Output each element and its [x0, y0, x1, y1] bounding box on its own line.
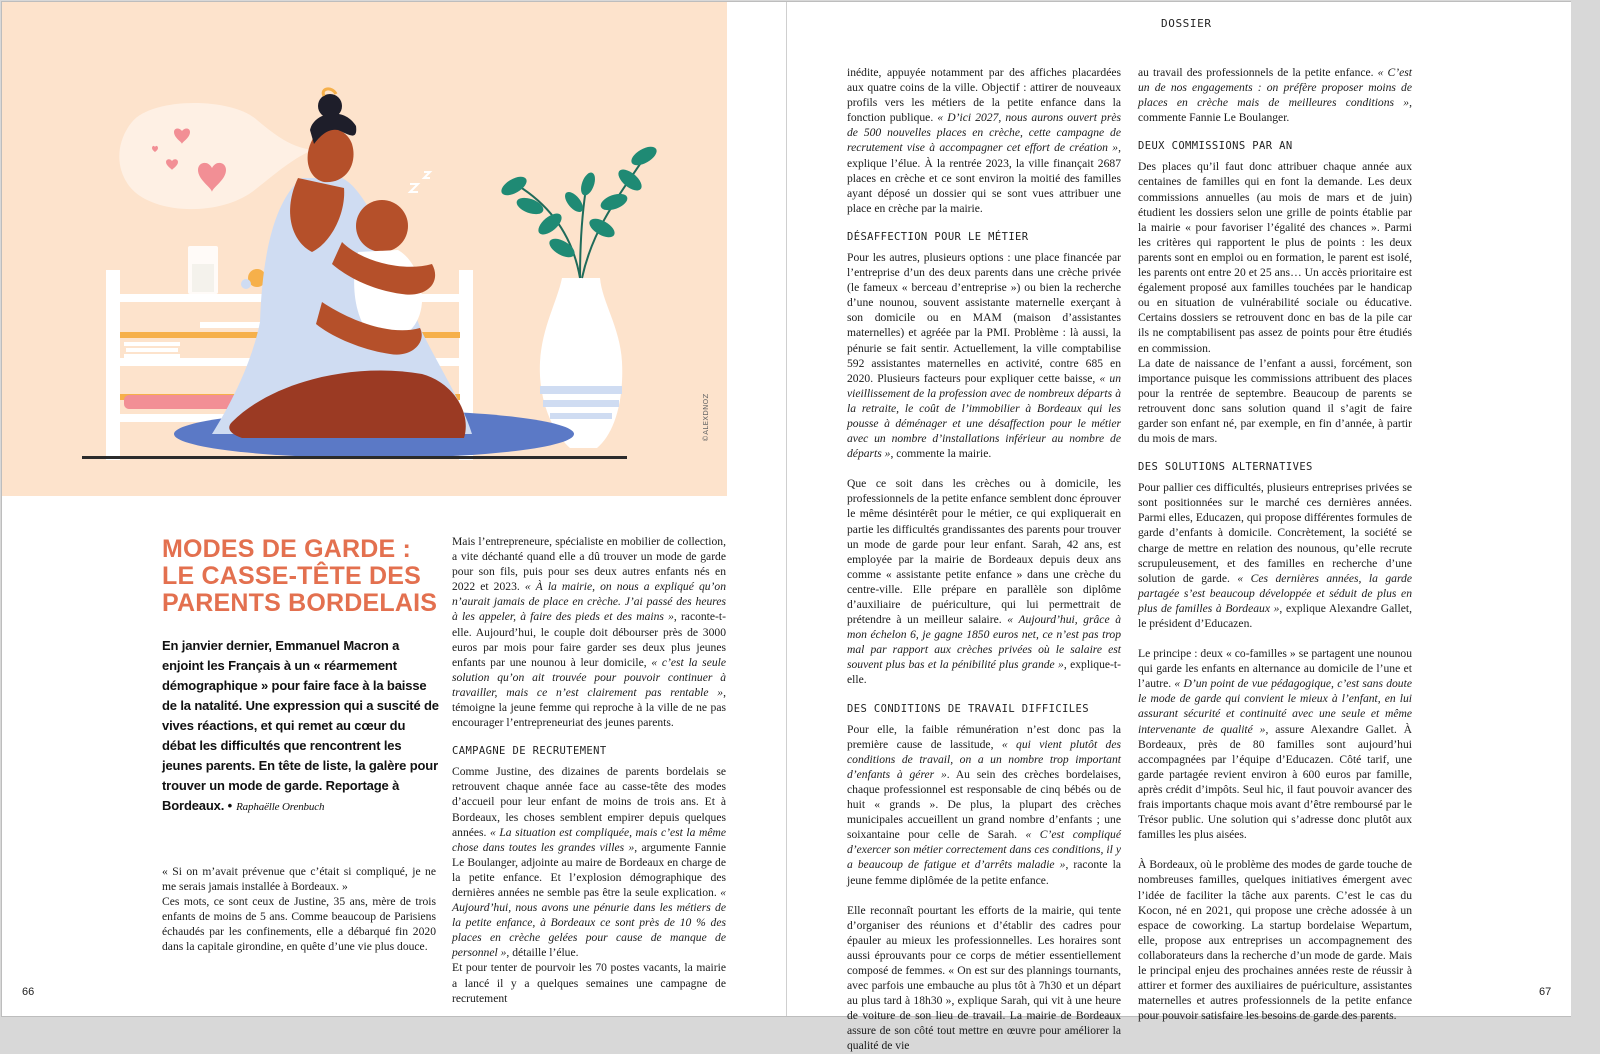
paragraph: Des places qu’il faut donc attribuer chaque année aux centaines de familles qui en font la demande. Les deux commissions annuelles (au mois de mars et de juin) étudient les dossiers selon une grille de points établie par la mairie « pour favoriser l’égalité des chances ». Parmi les critères qui rapportent le plus de points : les deux parents sont en emploi ou en formation, le parent est isolé, les parents ont entre 20 et 25 ans… Un accès prioritaire est également proposé aux familles touchées par le handicap ou en situation de vulnérabilité sociale ou éducative. Certains dossiers se retrouvent donc en bas de la pile car ils ne comptabilisent pas assez de points pour être étudiés en commission.: [1138, 160, 1412, 355]
paragraph: Ces mots, ce sont ceux de Justine, 35 ans, mère de trois enfants de moins de 5 ans. Comme beaucoup de Parisiens échaudés par les confinements, elle a débarqué fin 2020 dans la capitale girondine, en quête d’une vie plus douce.: [162, 895, 436, 954]
opening-quote: « Si on m’avait prévenue que c’était si compliqué, je ne me serais jamais installée à Bordeaux. »: [162, 865, 436, 894]
paragraph: [1138, 646, 1412, 842]
paragraph: [452, 764, 726, 960]
text-run: , raconte la jeune femme diplômée de la petite enfance.: [847, 858, 1121, 887]
text-run: Pour pallier ces difficultés, plusieurs entreprises privées se sont positionnées sur le marché ces dernières années. Parmi elles, Educazen, qui propose différentes formules de garde d’enfants à domicile. Concrètement, la société se charge de mettre en relation des nounous, qu’elle recrute scrupuleusement, et des familles en recherche d’une solution de garde.: [1138, 481, 1412, 585]
magazine-spread: [1, 1, 1571, 1053]
text-run: Le principe : deux « co-familles » se partagent une nounou qui garde les enfants en alternance au domicile de l’une et l’autre.: [1138, 647, 1412, 691]
text-run: Pour les autres, plusieurs options : une place financée par l’entreprise d’un des deux parents dans une crèche privée (le fameux « berceau d’entreprise ») ou bien la recherche d’une nounou, souvent assistante maternelle exerçant à son domicile ou en MAM (maison d’assistantes maternelles) et agréée par la PMI. Problème : là aussi, la pénurie se fait sentir. Actuellement, la ville comptabilise 592 assistantes maternelles en activité, contre 685 en 2020. Plusieurs facteurs pour expliquer cette baisse,: [847, 250, 1121, 385]
text-run: Mais l’entrepreneure, spécialiste en mobilier de collection, a vite déchanté quand elle a dû trouver un mode de garde pour son fils, puis pour ses deux autres enfants nés en 2022 et 2023.: [452, 535, 726, 594]
paragraph: [847, 250, 1121, 461]
quote: « D’un point de vue pédagogique, c’est sans doute le mode de garde qui convient le mieux à l’enfant, en lui assurant sécurité et continuité avec une seule et même intervenante de qualité »: [1138, 677, 1412, 736]
paragraph: [1138, 480, 1412, 631]
paragraph: À Bordeaux, où le problème des modes de garde touche de nombreuses familles, quelques initiatives émergent avec l’idée de faciliter la tâche aux parents. C’est le cas du Kocon, né en 2021, qui propose une crèche adossée à un espace de coworking. La startup bordelaise Wepartum, elle, propose aux entreprises un accompagnement des collaborateurs dans la recherche d’un mode de garde. Mais le principal enjeu des prochaines années reste de réussir à attirer et former des auxiliaires de puériculture, assistantes maternelles et autres professionnels de la petite enfance pour pouvoir satisfaire les besoins de garde des parents.: [1138, 858, 1412, 1023]
left-page: [2, 2, 785, 1016]
text-run: , explique l’élue. À la rentrée 2023, la ville finançait 2687 places en crèche et ce sont environ la moitié des familles ayant déposé un dossier qui se sont vues attribuer une place en crèche par la mairie.: [847, 141, 1121, 215]
section-heading: DES CONDITIONS DE TRAVAIL DIFFICILES: [847, 702, 1089, 715]
headline-line-2: LE CASSE-TÊTE DES: [162, 562, 421, 590]
text-run: , explique Alexandre Gallet, le président d’Educazen.: [1138, 601, 1412, 630]
text-run: Pour elle, la faible rémunération n’est donc pas la première cause de lassitude,: [847, 722, 1121, 751]
column-1: [162, 864, 436, 955]
quote: « qui vient plutôt des conditions de travail, on a un nombre trop important d’enfants à gérer »: [847, 737, 1122, 781]
paragraph: [847, 476, 1121, 687]
quote: « La situation est compliquée, mais c’est la même chose dans toutes les grandes villes »: [452, 825, 726, 854]
quote: « c’est la seule solution qu’on ait trouvée pour pouvoir continuer à travailler, mais ce n’est clairement pas rentable »: [452, 655, 727, 699]
section-rubric: DOSSIER: [1161, 17, 1212, 30]
quote: « D’ici 2027, nous aurons ouvert près de 500 nouvelles places en crèche, cette campagne de recrutement vise à accompagner cet effort de création »: [847, 111, 1121, 155]
page-number: 66: [22, 986, 35, 998]
section-heading: CAMPAGNE DE RECRUTEMENT: [452, 745, 607, 758]
text-run: inédite, appuyée notamment par des affiches placardées aux quatre coins de la ville. Objectif : attirer de nouveaux profils vers les métiers de la petite enfance dans la fonction publique.: [847, 66, 1121, 125]
quote: « un vieillissement de la profession avec de nombreux départs à la retraite, le coût de l’immobilier à Bordeaux qui les pousse à déménager et une désaffection pour le métier avec un nombre d’installations inférieur au nombre de départs »: [847, 371, 1121, 461]
quote: « Aujourd’hui, grâce à mon échelon 6, je gagne 1850 euros net, ce n’est pas trop mal par rapport aux crèches privées où le salaire est souvent plus bas et la pénibilité plus grande »: [847, 613, 1121, 672]
text-run: , argumente Fannie Le Boulanger, adjointe au maire de Bordeaux en charge de la petite enfance. Et l’explosion démographique des dernières années ne semble pas être la seule explication.: [452, 840, 727, 899]
quote: « Aujourd’hui, nous avons une pénurie dans les métiers de la petite enfance, à Bordeaux ce sont près de 10 % des places en crèche gelées pour cause de manque de personnel »: [452, 885, 726, 960]
paragraph: Et pour tenter de pourvoir les 70 postes vacants, la mairie a lancé il y a quelques semaines une campagne de recrutement: [452, 961, 726, 1005]
quote: « C’est un de nos engagements : on préfère proposer moins de places en crèche mais de meilleures conditions »: [1138, 66, 1413, 110]
text-run: , explique-t-elle.: [847, 658, 1121, 687]
quote: « C’est compliqué d’exercer son métier correctement dans ces conditions, il y a beaucoup de fatigue et d’arrêts maladie »: [847, 828, 1121, 872]
quote: « À la mairie, on nous a expliqué qu’on n’aurait jamais de place en crèche. J’ai passé des heures à les appeler, à faire des pieds et des mains »: [452, 580, 726, 624]
illustration-art: [2, 2, 727, 496]
paragraph: Elle reconnaît pourtant les efforts de la mairie, qui tente d’organiser des réunions et d’établir des cadres pour épauler au mieux les professionnelles. Les horaires sont aussi éprouvants pour ce corps de métier essentiellement composé de femmes. « On est sur des plannings tournants, avec parfois une embauche au plus tôt à 7h30 et un départ au plus tard à 18h30 », explique Sarah, qui vit à une heure de voiture de son lieu de travail. La mairie de Bordeaux assure de son côté tout mettre en œuvre pour améliorer la qualité de vie: [847, 903, 1121, 1053]
headline-line-3: PARENTS BORDELAIS: [162, 589, 438, 617]
text-run: . Au sein des crèches bordelaises, chaque professionnel est responsable de cinq bébés ou de huit « grands ». De plus, la plupart des crèches municipales accueillent un grand nombre d’enfants ; une soixantaine pour celle de Sarah.: [847, 767, 1121, 842]
illustration-credit: ©ALEXDNOZ: [702, 393, 710, 442]
article-headline: [162, 536, 442, 617]
column-4: [1138, 65, 1412, 1023]
paragraph: [452, 534, 726, 730]
column-2: [452, 534, 726, 1006]
text-run: au travail des professionnels de la petite enfance.: [1138, 66, 1378, 79]
paragraph: La date de naissance de l’enfant a aussi, forcément, son importance puisque les commissions attribuent des places pour la rentrée de septembre. Beaucoup de parents se retrouvent donc sans solution quand il s’agit de faire garder son enfant né, par exemple, en fin d’année, à partir du mois de mars.: [1138, 356, 1412, 446]
headline-line-1: MODES DE GARDE :: [162, 535, 412, 563]
text-run: Que ce soit dans les crèches ou à domicile, les professionnels de la petite enfance semblent donc éprouver le même désintérêt pour le métier, ce qui expliquerait en partie les difficultés grandissantes des parents pour trouver un mode de garde pour leur enfant. Sarah, 42 ans, est employée par la mairie de Bordeaux depuis deux ans comme « assistante petite enfance » dans une crèche du centre-ville. Elle prépare en parallèle son diplôme d’auxiliaire de puériculture, qui lui permettrait de prétendre à un meilleur salaire.: [847, 477, 1121, 627]
page-number: 67: [1539, 986, 1552, 998]
section-heading: DES SOLUTIONS ALTERNATIVES: [1138, 461, 1313, 474]
text-run: , témoigne la jeune femme qui reproche à la ville de ne pas encourager l’entrepreneuriat des jeunes parents.: [452, 685, 726, 730]
column-3: [847, 65, 1121, 1054]
author-byline: Raphaëlle Orenbuch: [236, 801, 325, 813]
text-run: , commente Fannie Le Boulanger.: [1138, 96, 1412, 125]
text-run: Comme Justine, des dizaines de parents bordelais se retrouvent chaque année face au casse-tête des modes d’accueil pour leur enfant de moins de trois ans. Et à Bordeaux, les choses semblent empirer depuis quelques années.: [452, 765, 726, 839]
text-run: , commente la mairie.: [890, 447, 992, 461]
section-heading: DÉSAFFECTION POUR LE MÉTIER: [847, 230, 1029, 243]
section-heading: DEUX COMMISSIONS PAR AN: [1138, 140, 1293, 153]
article-standfirst: [162, 636, 440, 817]
paragraph: [847, 722, 1121, 888]
right-page: [786, 2, 1571, 1053]
paragraph: [847, 65, 1121, 216]
standfirst-text: En janvier dernier, Emmanuel Macron a enjoint les Français à un « réarmement démographique » pour faire face à la baisse de la natalité. Une expression qui a suscité de vives réactions, et qui remet au cœur du débat les difficultés que rencontrent les jeunes parents. En tête de liste, la galère pour trouver un mode de garde. Reportage à Bordeaux. •: [162, 638, 439, 813]
text-run: , assure Alexandre Gallet. À Bordeaux, près de 80 familles sont aujourd’hui accompagnées par l’équipe d’Educazen. Côté tarif, une garde partagée revient environ à 600 euros par famille, après crédit d’impôts. Seul hic, il faut pouvoir avancer des frais importants chaque mois avant d’être remboursé par le Trésor public. Une solution qui s’adresse donc plutôt aux familles les plus aisées.: [1138, 722, 1412, 842]
quote: « Ces dernières années, la garde partagée s’est beaucoup développée et séduit de plus en plus de familles à Bordeaux »: [1138, 571, 1413, 615]
paragraph: [1138, 65, 1412, 125]
illustration-mother-feeding-baby: [2, 2, 727, 496]
text-run: , raconte-t-elle. Aujourd’hui, le couple doit débourser près de 3000 euros par mois pour faire garder ses deux plus jeunes enfants par une nounou à leur domicile,: [452, 610, 726, 669]
text-run: , détaille l’élue.: [506, 946, 579, 960]
